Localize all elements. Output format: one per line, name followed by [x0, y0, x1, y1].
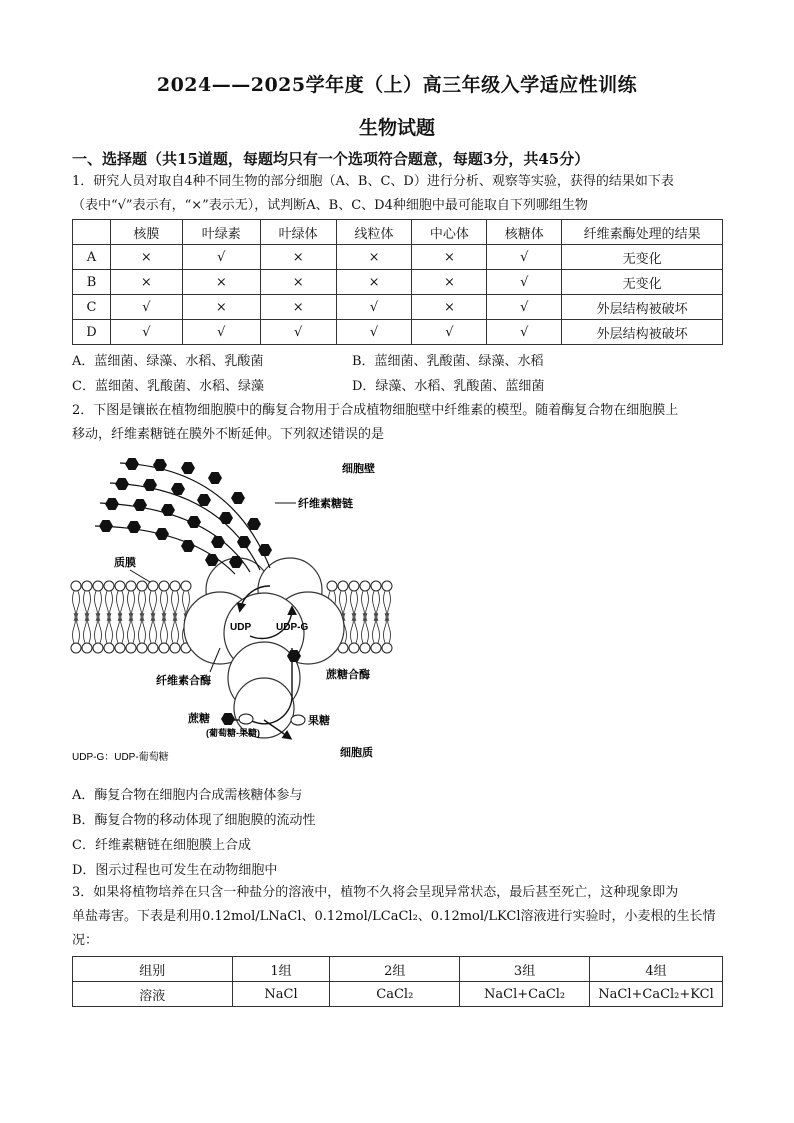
- table-cell: √: [487, 320, 562, 345]
- exam-subtitle: 生物试题: [358, 117, 435, 139]
- table-row: [73, 982, 723, 1007]
- header-cell: 2组: [330, 957, 460, 982]
- q2-option-a[interactable]: A．酶复合物在细胞内合成需核糖体参与: [72, 788, 303, 803]
- table-row: [73, 245, 723, 270]
- table-cell: 无变化: [562, 270, 723, 295]
- table-cell: ×: [182, 270, 260, 295]
- q2-option-c[interactable]: C．纤维素糖链在细胞膜上合成: [72, 838, 251, 853]
- table-cell: CaCl₂: [330, 982, 460, 1007]
- header-cell: 3组: [460, 957, 590, 982]
- table-cell: √: [110, 320, 182, 345]
- table-cell: √: [487, 270, 562, 295]
- table-header-row: [73, 957, 723, 982]
- table-header-row: [73, 220, 723, 245]
- label-cellulose-chain: 纤维素糖链: [298, 498, 353, 510]
- label-sucrose-synthase: 蔗糖合酶: [326, 669, 370, 681]
- table-cell: √: [487, 295, 562, 320]
- fructose-shape: [239, 714, 253, 724]
- section-heading: 一、选择题（共15道题，每题均只有一个选项符合题意，每题3分，共45分）: [72, 150, 590, 168]
- table-cell: ×: [260, 270, 336, 295]
- table-cell: √: [487, 245, 562, 270]
- table-row: [73, 295, 723, 320]
- cellulose-synthesis-diagram: [70, 458, 400, 768]
- table-cell: 无变化: [562, 245, 723, 270]
- table-cell: B: [73, 270, 111, 295]
- header-cell: 1组: [232, 957, 330, 982]
- table-cell: A: [73, 245, 111, 270]
- table-cell: ×: [110, 245, 182, 270]
- table-cell: ×: [336, 270, 412, 295]
- fructose-product-shape: [291, 715, 305, 725]
- table-cell: ×: [110, 270, 182, 295]
- table-cell: 外层结构被破坏: [562, 295, 723, 320]
- table-cell: √: [182, 320, 260, 345]
- q3-stem-line3: 况：: [72, 933, 99, 948]
- q3-table: [72, 956, 723, 1007]
- header-cell: 纤维素酶处理的结果: [562, 220, 723, 245]
- label-cellulose-synthase: 纤维素合酶: [156, 675, 211, 687]
- header-cell: 线粒体: [336, 220, 412, 245]
- header-cell: 核膜: [110, 220, 182, 245]
- exam-title: 2024——2025学年度（上）高三年级入学适应性训练: [156, 74, 638, 96]
- label-sucrose: 蔗糖: [188, 713, 210, 725]
- q2-option-d[interactable]: D．图示过程也可发生在动物细胞中: [72, 863, 278, 878]
- table-cell: √: [336, 295, 412, 320]
- table-cell: NaCl+CaCl₂+KCl: [590, 982, 723, 1007]
- table-cell: ×: [182, 295, 260, 320]
- table-cell: ×: [260, 295, 336, 320]
- header-cell: 叶绿体: [260, 220, 336, 245]
- table-row: [73, 270, 723, 295]
- table-cell: ×: [412, 295, 487, 320]
- q1-stem-line2: （表中“√”表示有，“×”表示无），试判断A、B、C、D4种细胞中最可能取自下列哪组生物: [72, 198, 588, 213]
- header-cell: 核糖体: [487, 220, 562, 245]
- label-udpg: UDP-G: [276, 622, 309, 633]
- header-cell: 组别: [73, 957, 233, 982]
- header-cell: [73, 220, 111, 245]
- table-cell: √: [110, 295, 182, 320]
- label-sucrose-note: (葡萄糖-果糖): [206, 728, 260, 738]
- q1-option-a[interactable]: A．蓝细菌、绿藻、水稻、乳酸菌: [72, 354, 264, 369]
- cellulose-synthase-complex: [184, 558, 344, 738]
- table-cell: NaCl+CaCl₂: [460, 982, 590, 1007]
- q3-stem-line1: 3．如果将植物培养在只含一种盐分的溶液中，植物不久将会呈现异常状态，最后甚至死亡，这种现象即为: [72, 885, 679, 900]
- label-cytoplasm: 细胞质: [340, 747, 373, 759]
- q1-option-b[interactable]: B．蓝细菌、乳酸菌、绿藻、水稻: [352, 354, 544, 369]
- table-cell: √: [412, 320, 487, 345]
- table-cell: ×: [260, 245, 336, 270]
- label-udp: UDP: [230, 622, 252, 633]
- table-cell: NaCl: [232, 982, 330, 1007]
- table-cell: 外层结构被破坏: [562, 320, 723, 345]
- q2-option-b[interactable]: B．酶复合物的移动体现了细胞膜的流动性: [72, 813, 316, 828]
- q2-stem-line1: 2．下图是镶嵌在植物细胞膜中的酶复合物用于合成植物细胞壁中纤维素的模型。随着酶复合物在细胞膜上: [72, 403, 679, 418]
- q1-option-c[interactable]: C．蓝细菌、乳酸菌、水稻、绿藻: [72, 379, 264, 394]
- table-cell: √: [182, 245, 260, 270]
- label-plasma-membrane: 质膜: [114, 557, 136, 569]
- table-cell: ×: [336, 245, 412, 270]
- header-cell: 叶绿素: [182, 220, 260, 245]
- table-cell: D: [73, 320, 111, 345]
- figure-legend: UDP-G：UDP-葡萄糖: [72, 752, 169, 763]
- q1-stem-line1: 1．研究人员对取自4种不同生物的部分细胞（A、B、C、D）进行分析、观察等实验，获得的结果如下表: [72, 174, 674, 189]
- header-cell: 4组: [590, 957, 723, 982]
- table-cell: 溶液: [73, 982, 233, 1007]
- table-cell: √: [336, 320, 412, 345]
- header-cell: 中心体: [412, 220, 487, 245]
- table-cell: ×: [412, 245, 487, 270]
- table-cell: √: [260, 320, 336, 345]
- q1-table: [72, 219, 723, 345]
- q2-stem-line2: 移动，纤维素糖链在膜外不断延伸。下列叙述错误的是: [72, 427, 385, 442]
- table-row: [73, 320, 723, 345]
- label-cell-wall: 细胞壁: [342, 463, 375, 475]
- q1-option-d[interactable]: D．绿藻、水稻、乳酸菌、蓝细菌: [352, 379, 545, 394]
- table-cell: ×: [412, 270, 487, 295]
- table-cell: C: [73, 295, 111, 320]
- label-fructose: 果糖: [308, 715, 330, 727]
- glucose-hexagon: [221, 713, 235, 725]
- q3-stem-line2: 单盐毒害。下表是利用0.12mol/LNaCl、0.12mol/LCaCl₂、0.12mol/LKCl溶液进行实验时，小麦根的生长情: [72, 909, 716, 924]
